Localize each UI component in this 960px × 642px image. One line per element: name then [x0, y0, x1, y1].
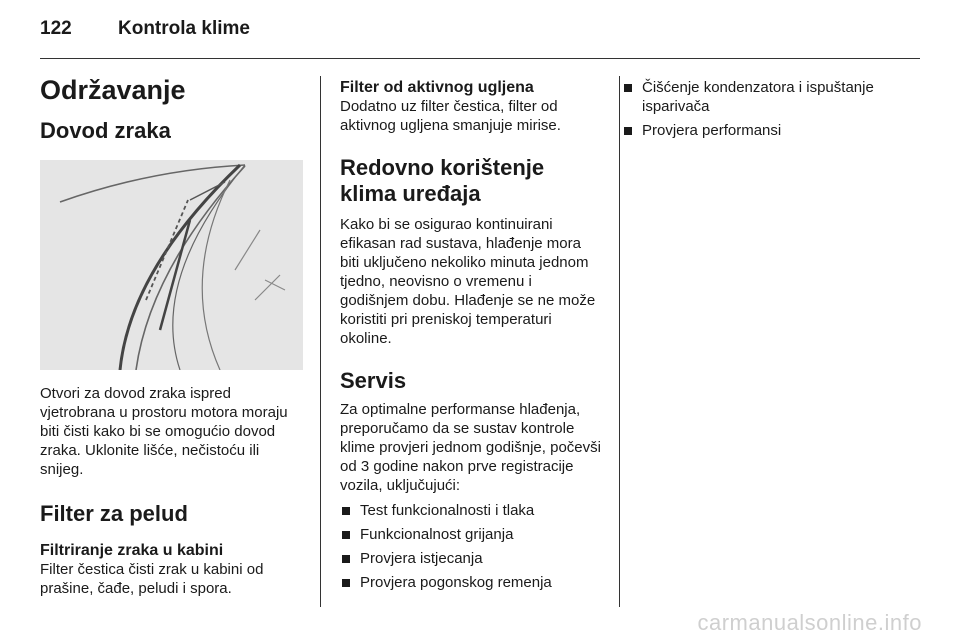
service-text: Za optimalne performanse hlađenja, preporučamo da se sustav kontrole klime provjeri jednom godišnje, počevši od 3 godine nakon prve registracije vozila, uključujući:: [340, 401, 601, 494]
column-divider-2: [619, 76, 620, 607]
cabin-filtration-text: Filter čestica čisti zrak u kabini od prašine, čađe, peludi i spora.: [40, 561, 264, 597]
column-1: [40, 74, 305, 598]
watermark: carmanualsonline.info: [697, 610, 922, 635]
air-intake-illustration: [40, 160, 303, 370]
column-divider-1: [320, 76, 321, 607]
section-heading-service: Servis: [340, 368, 407, 393]
windshield-wiper-illustration: [40, 160, 303, 370]
page-title: Održavanje: [40, 75, 186, 105]
service-checklist-continued: [622, 78, 922, 140]
section-heading-air-intake: Dovod zraka: [40, 118, 171, 143]
list-item: Provjera pogonskog remenja: [340, 573, 602, 592]
list-item: Test funkcionalnosti i tlaka: [340, 501, 602, 520]
list-item: Provjera performansi: [622, 121, 922, 140]
carbon-filter-text: Dodatno uz filter čestica, filter od aktivnog ugljena smanjuje mirise.: [340, 98, 561, 134]
subheading-carbon-filter: Filter od aktivnog ugljena: [340, 79, 534, 96]
header-rule: [40, 58, 920, 59]
section-heading-regular-use: Redovno korištenje klima uređaja: [340, 155, 545, 206]
list-item: Provjera istjecanja: [340, 549, 602, 568]
page-header: [40, 18, 250, 40]
subheading-cabin-filtration: Filtriranje zraka u kabini: [40, 542, 224, 559]
list-item: Funkcionalnost grijanja: [340, 525, 602, 544]
air-intake-text: Otvori za dovod zraka ispred vjetrobrana u prostoru motora moraju biti čisti kako bi se omogućio dovod zraka. Uklonite lišće, nečistoću ili snijeg.: [40, 385, 288, 478]
page-number: 122: [40, 18, 72, 39]
chapter-title: Kontrola klime: [118, 18, 250, 39]
list-item: Čišćenje kondenzatora i ispuštanje isparivača: [622, 78, 922, 116]
column-2: [340, 74, 602, 597]
regular-use-text: Kako bi se osigurao kontinuirani efikasan rad sustava, hlađenje mora biti uključeno nekoliko minuta jednom tjedno, neovisno o vremenu i godišnjem dobu. Hlađenje se ne može koristiti pri preniskoj temperaturi okoline.: [340, 216, 596, 347]
section-heading-pollen-filter: Filter za pelud: [40, 501, 188, 526]
service-checklist: [340, 501, 602, 592]
column-3: [622, 74, 922, 145]
